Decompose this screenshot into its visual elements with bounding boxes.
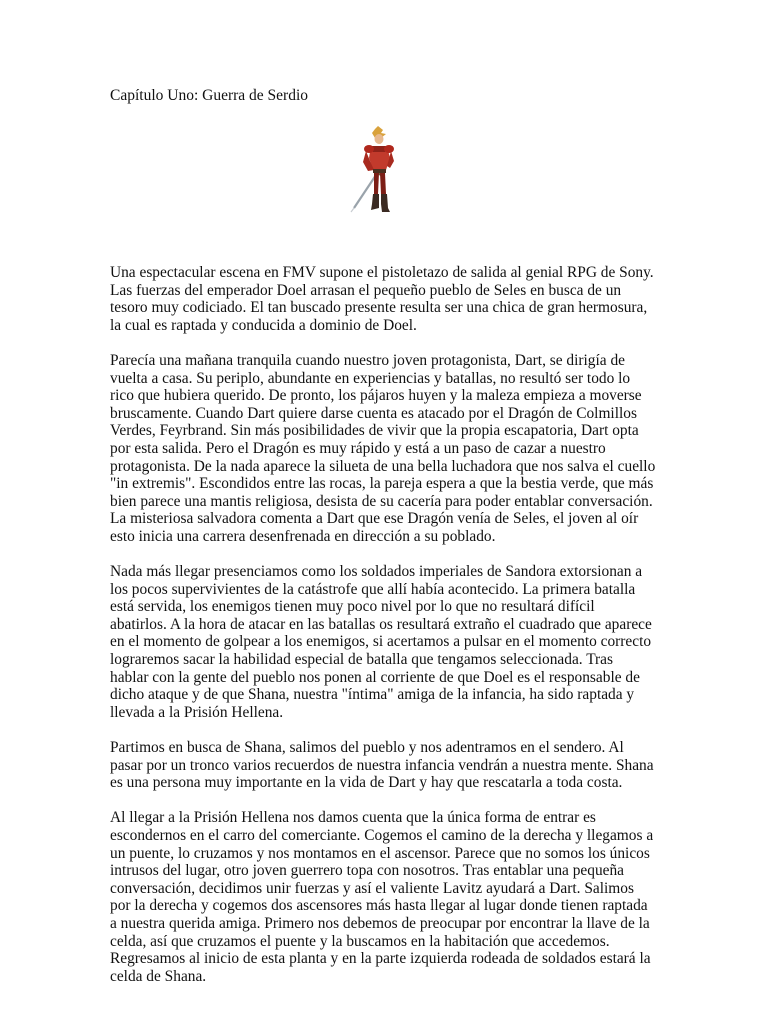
paragraph: Partimos en busca de Shana, salimos del pueblo y nos adentramos en el sendero. Al pasar por un tronco varios recuerdos de nuestra infancia vendrán a nuestra mente. Shana es una persona muy importante en la vida de Dart y hay que rescatarla a toda costa. — [110, 739, 654, 792]
paragraph: Una espectacular escena en FMV supone el pistoletazo de salida al genial RPG de Sony. Las fuerzas del emperador Doel arrasan el pequeño pueblo de Seles en busca de un tesoro muy codiciado. El tan buscado presente resulta ser una chica de gran hermosura, la cual es raptada y conducida a dominio de Doel. — [110, 264, 654, 334]
chapter-title: Capítulo Uno: Guerra de Serdio — [110, 87, 309, 104]
paragraph: Parecía una mañana tranquila cuando nuestro joven protagonista, Dart, se dirigía de vuelta a casa. Su periplo, abundante en experiencias y batallas, no resultó ser todo lo rico que hubiera querido. De pronto, los pájaros huyen y la maleza empieza a moverse bruscamente. Cuando Dart quiere darse cuenta es atacado por el Dragón de Colmillos Verdes, Feyrbrand. Sin más posibilidades de vivir que la propia escapatoria, Dart opta por esta salida. Pero el Dragón es muy rápido y está a un paso de cazar a nuestro protagonista. De la nada aparece la silueta de una bella luchadora que nos salva el cuello "in extremis". Escondidos entre las rocas, la pareja espera a que la bestia verde, que más bien parece una mantis religiosa, desista de su cacería para poder entablar conversación. La misteriosa salvadora comenta a Dart que ese Dragón venía de Seles, el joven al oír esto inicia una carrera desenfrenada en dirección a su poblado. — [110, 351, 656, 545]
paragraph: Nada más llegar presenciamos como los soldados imperiales de Sandora extorsionan a los pocos supervivientes de la catástrofe que allí había acontecido. La primera batalla está servida, los enemigos tienen muy poco nivel por lo que no resultará difícil abatirlos. A la hora de atacar en las batallas os resultará extraño el cuadrado que aparece en el momento de golpear a los enemigos, si acertamos a pulsar en el momento correcto lograremos sacar la habilidad especial de batalla que tengamos seleccionada. Tras hablar con la gente del pueblo nos ponen al corriente de que Doel es el responsable de dicho ataque y de que Shana, nuestra "íntima" amiga de la infancia, ha sido raptada y llevada a la Prisión Hellena. — [110, 563, 652, 721]
paragraph: Al llegar a la Prisión Hellena nos damos cuenta que la única forma de entrar es escondernos en el carro del comerciante. Cogemos el camino de la derecha y llegamos a un puente, lo cruzamos y nos montamos en el ascensor. Parece que no somos los únicos intrusos del lugar, otro joven guerrero topa con nosotros. Tras entablar una pequeña conversación, decidimos unir fuerzas y así el valiente Lavitz ayudará a Dart. Salimos por la derecha y cogemos dos ascensores más hasta llegar al lugar donde tienen raptada a nuestra querida amiga. Primero nos debemos de preocupar por encontrar la llave de la celdа, así que cruzamos el puente y la buscamos en la habitación que accedemos. Regresamos al inicio de esta planta y en la parte izquierda rodeada de soldados estará la celda de Shana. — [110, 809, 654, 985]
warrior-with-sword-icon — [348, 124, 408, 218]
character-illustration — [110, 124, 662, 254]
document-page — [110, 86, 662, 1003]
